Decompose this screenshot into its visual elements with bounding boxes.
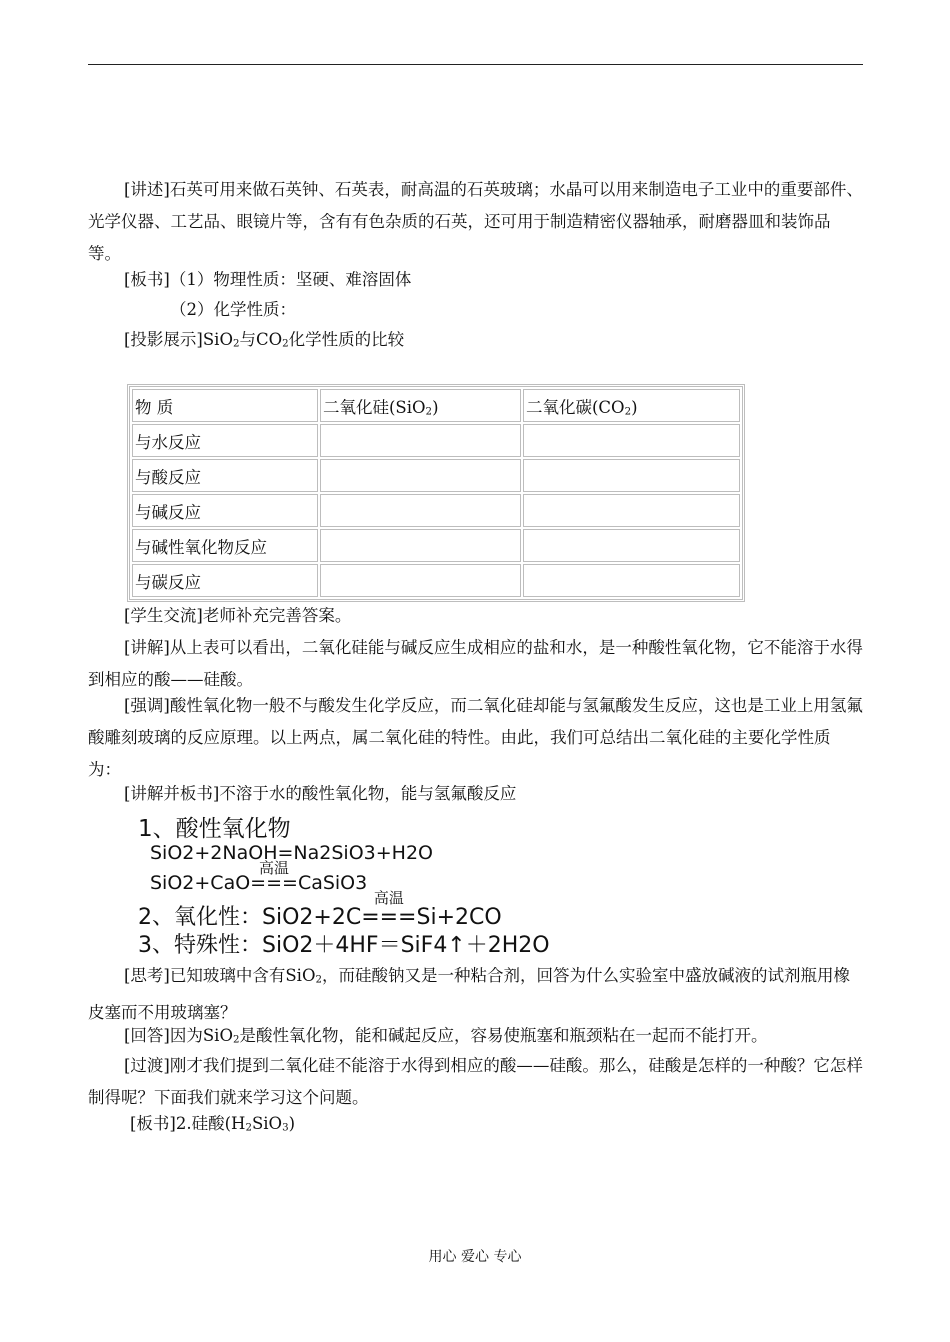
high-temp-operator: 高温 === [361,889,417,930]
table-row [132,424,740,457]
table-header-co2: 二氧化碳$(CO_2)$ [523,389,740,422]
board-silicic-acid: [板书]2.硅酸$(H_2SiO_3)$ [130,1114,296,1134]
equation-special: 3、特殊性：SiO2＋4HF＝SiF4↑＋2H2O [138,933,550,958]
equation-oxidation: 2、氧化性：SiO2+2C 高温 ===Si+2CO [138,889,502,930]
table-cell [320,564,521,597]
table-cell [320,494,521,527]
board-physical-properties: [板书]（1）物理性质：坚硬、难溶固体 [124,270,412,289]
table-cell [523,529,740,562]
table-cell [320,459,521,492]
table-row-label: 与酸反应 [132,459,318,492]
table-row [132,564,740,597]
paragraph-think: [思考]已知玻璃中含有SiO$_2$，而硅酸钠又是一种粘合剂，回答为什么实验室中盛放碱液的试剂瓶用橡皮塞而不用玻璃塞？ [88,966,850,1022]
table-cell [320,529,521,562]
explain-and-board: [讲解并板书]不溶于水的酸性氧化物，能与氢氟酸反应 [124,784,517,803]
table-row-label: 与碱性氧化物反应 [132,529,318,562]
paragraph-answer: [回答]因为SiO$_2$是酸性氧化物，能和碱起反应，容易使瓶塞和瓶颈粘在一起而不能打开。 [124,1026,768,1046]
page-footer: 用心 爱心 专心 [428,1249,522,1265]
paragraph-emphasis: [强调]酸性氧化物一般不与酸发生化学反应，而二氧化硅却能与氢氟酸发生反应，这也是工业上用氢氟酸雕刻玻璃的反应原理。以上两点，属二氧化硅的特性。由此，我们可总结出二氧化硅的主要化学性质为： [88,696,863,779]
table-cell [523,459,740,492]
table-row-label: 与碳反应 [132,564,318,597]
paragraph-quartz-uses: [讲述]石英可用来做石英钟、石英表，耐高温的石英玻璃；水晶可以用来制造电子工业中的重要部件、光学仪器、工艺品、眼镜片等，含有有色杂质的石英，还可用于制造精密仪器轴承，耐磨器皿和装饰品等。 [88,180,863,263]
header-rule [88,64,863,65]
table-header-substance: 物 质 [132,389,318,422]
comparison-table [127,384,745,602]
table-row [132,529,740,562]
table-cell [523,494,740,527]
table-row [132,494,740,527]
table-row-label: 与水反应 [132,424,318,457]
high-temp-operator: 高温 === [250,859,298,894]
paragraph-explanation: [讲解]从上表可以看出，二氧化硅能与碱反应生成相应的盐和水，是一种酸性氧化物，它不能溶于水得到相应的酸——硅酸。 [88,638,863,689]
board-chemical-properties: （2）化学性质： [170,300,296,319]
table-cell [320,424,521,457]
table-cell [523,564,740,597]
student-exchange: [学生交流]老师补充完善答案。 [124,606,352,625]
table-header-row [132,389,740,422]
table-header-sio2: 二氧化硅(SiO$_2$) [320,389,521,422]
table-row-label: 与碱反应 [132,494,318,527]
table-cell [523,424,740,457]
equation-cao: SiO2+CaO 高温 ===CaSiO3 [150,859,368,894]
projection-caption: [投影展示]SiO$_2$与$CO_2$化学性质的比较 [124,330,405,350]
paragraph-transition: [过渡]刚才我们提到二氧化硅不能溶于水得到相应的酸——硅酸。那么，硅酸是怎样的一种酸？它怎样制得呢？下面我们就来学习这个问题。 [88,1056,863,1107]
table-row [132,459,740,492]
heading-acidic-oxide: 1、酸性氧化物 [138,816,291,842]
equation-naoh: SiO2+2NaOH=Na2SiO3+H2O [150,842,433,864]
